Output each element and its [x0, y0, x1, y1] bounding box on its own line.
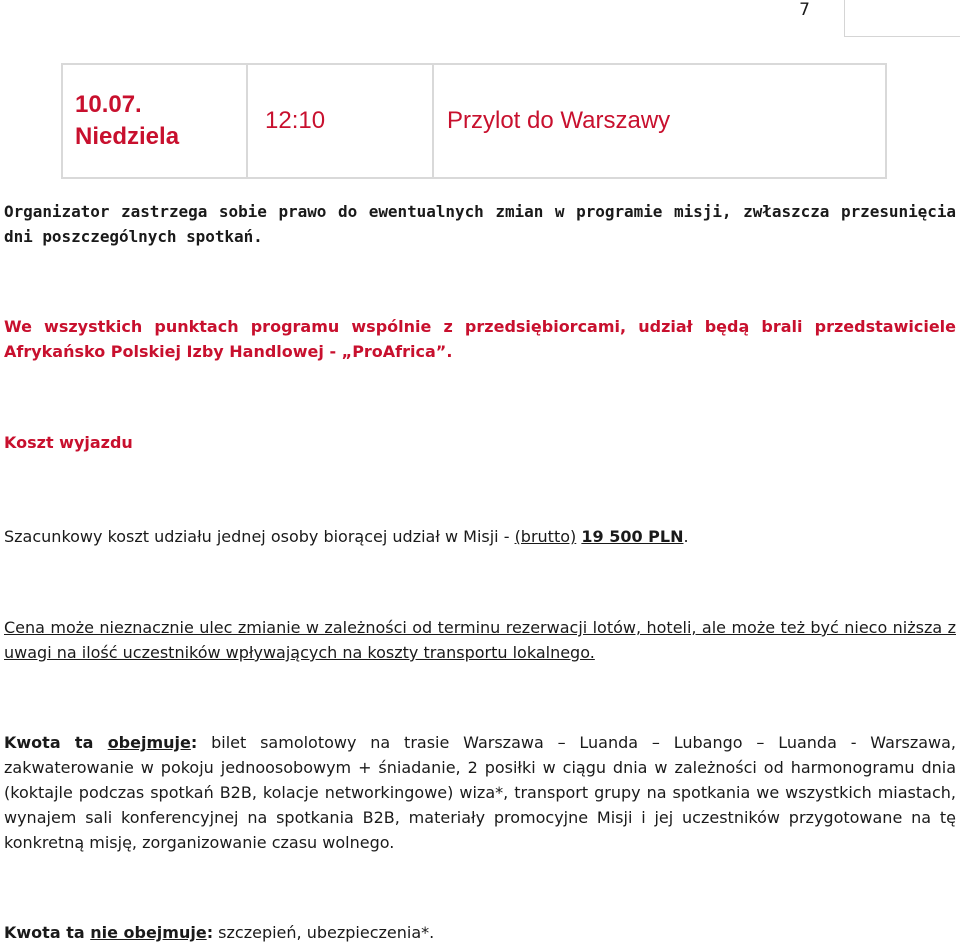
schedule-event: Przylot do Warszawy — [433, 64, 886, 178]
includes-colon: : — [190, 733, 198, 752]
schedule-day: Niedziela — [75, 123, 180, 150]
excludes-text: szczepień, ubezpieczenia*. — [213, 923, 435, 942]
cost-brutto: (brutto) — [514, 527, 577, 546]
schedule-time: 12:10 — [247, 64, 433, 178]
page-corner-rule — [844, 0, 960, 37]
includes-text: bilet samolotowy na trasie Warszawa – Luanda – Lubango – Luanda - Warszawa, zakwaterowanie w pokoju jednoosobowym + śniadanie, 2 posiłki w ciągu dnia w zależności od harmonogramu dnia (koktajle podczas spotkań B2B, kolacje networkingowe) wiza*, transport grupy na spotkania we wszystkich miastach, wynajem sali konferencyjnej na spotkania B2B, materiały promocyjne Misji i jej uczestników przygotowane na tę konkretną misję, zorganizowanie czasu wolnego. — [4, 733, 957, 852]
includes-paragraph — [4, 730, 956, 855]
cost-estimate — [4, 524, 956, 549]
program-change-notice: Organizator zastrzega sobie prawo do ewentualnych zmian w programie misji, zwłaszcza przesunięcia dni poszczególnych spotkań. — [4, 202, 956, 246]
page-number: 7 — [799, 0, 810, 20]
cost-estimate-text: Szacunkowy koszt udziału jednej osoby biorącej udział w Misji - — [4, 527, 515, 546]
cost-period: . — [683, 527, 689, 546]
schedule-date-cell — [62, 64, 247, 178]
includes-keyword: obejmuje — [107, 733, 191, 752]
schedule-row — [62, 64, 886, 178]
excludes-keyword: nie obejmuje — [90, 923, 207, 942]
schedule-date: 10.07. — [75, 91, 142, 118]
cost-amount: 19 500 PLN — [581, 527, 684, 546]
schedule-table — [61, 63, 887, 179]
includes-prefix: Kwota ta — [4, 733, 108, 752]
cost-heading: Koszt wyjazdu — [4, 433, 133, 452]
excludes-prefix: Kwota ta — [4, 923, 91, 942]
excludes-colon: : — [206, 923, 214, 942]
excludes-paragraph — [4, 920, 956, 945]
price-note: Cena może nieznacznie ulec zmianie w zależności od terminu rezerwacji lotów, hoteli, ale może też być nieco niższa z uwagi na ilość uczestników wpływających na koszty transportu lokalnego. — [4, 618, 956, 662]
participation-note: We wszystkich punktach programu wspólnie z przedsiębiorcami, udział będą brali przedstawiciele Afrykańsko Polskiej Izby Handlowej - „ProAfrica”. — [4, 317, 956, 361]
